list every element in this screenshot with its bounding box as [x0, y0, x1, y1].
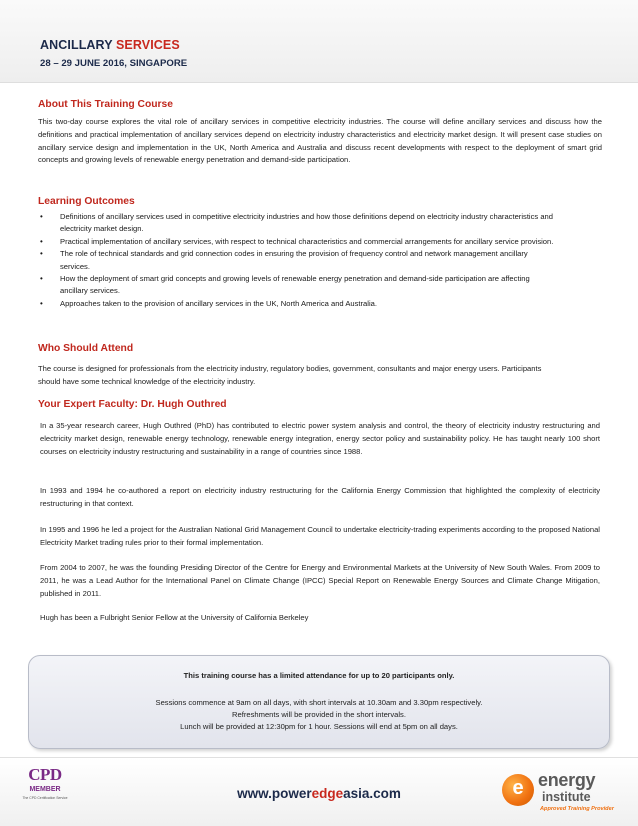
- website-accent: edge: [311, 786, 344, 801]
- bullet-icon: •: [40, 298, 43, 308]
- faculty-paragraph: In 1993 and 1994 he co-authored a report on electricity industry restructuring for the California Energy Commission that highlighted the complexity of electricity restructuring in that context.: [40, 486, 600, 508]
- outcome-text: Definitions of ancillary services used in competitive electricity industries and how those definitions depend on electricity industry characteristics and electricity market design.: [60, 212, 553, 234]
- energy-globe-icon: [502, 774, 534, 806]
- list-item: [38, 248, 558, 273]
- approved-provider-tagline: Approved Training Provider: [540, 806, 614, 812]
- list-item: [38, 298, 558, 310]
- session-times: Sessions commence at 9am on all days, with short intervals at 10.30am and 3.30pm respectively.: [155, 698, 483, 707]
- outcome-text: The role of technical standards and grid connection codes in ensuring the provision of frequency control and network management ancillary services.: [60, 249, 528, 271]
- document-subtitle: 28 – 29 JUNE 2016, SINGAPORE: [40, 58, 188, 69]
- attendance-headline: This training course has a limited attendance for up to 20 participants only.: [183, 671, 455, 680]
- outcome-text: Approaches taken to the provision of ancillary services in the UK, North America and Australia.: [60, 298, 377, 308]
- cpd-logo-text: CPD: [28, 765, 62, 784]
- faculty-paragraph: In a 35-year research career, Hugh Outhred (PhD) has contributed to electric power system analysis and control, the theory of electricity industry restructuring and electricity market design, renewable energy technology, renewable energy integration, energy sector policy and sustainability policy. He has taught nearly 100 short courses on electricity industry restructuring and sustainability in a range of countries since 1988.: [40, 421, 600, 456]
- energy-mark-letter: e: [512, 777, 524, 799]
- faculty-paragraph: Hugh has been a Fulbright Senior Fellow at the University of California Berkeley: [40, 613, 309, 622]
- cpd-logo-member: MEMBER: [29, 786, 61, 793]
- website-prefix: www.power: [237, 786, 312, 801]
- list-item: [38, 273, 558, 298]
- bullet-icon: •: [40, 212, 43, 221]
- cpd-logo-fine: The CPD Certification Service: [22, 796, 68, 800]
- energy-logo-word: energy: [538, 770, 596, 790]
- list-item: [38, 236, 558, 248]
- title-main: ANCILLARY: [40, 38, 116, 52]
- lunch-note: Lunch will be provided at 12:30pm for 1 hour. Sessions will end at 5pm on all days.: [180, 722, 458, 731]
- faculty-heading: Your Expert Faculty: Dr. Hugh Outhred: [38, 399, 227, 410]
- bullet-icon: •: [40, 274, 43, 284]
- document-title: [40, 38, 180, 52]
- outcome-text: How the deployment of smart grid concepts and growing levels of renewable energy penetration and demand-side participation are affecting ancillary services.: [60, 274, 530, 296]
- outcomes-list: [38, 211, 558, 310]
- faculty-paragraph: In 1995 and 1996 he led a project for the Australian National Grid Management Council to undertake electricity-trading experiments according to the proposed National Electricity Market trading rules prior to their formal implementation.: [40, 525, 600, 547]
- outcomes-heading: Learning Outcomes: [38, 196, 135, 207]
- attendance-info-box: [28, 655, 610, 749]
- outcome-text: Practical implementation of ancillary services, with respect to technical characteristics and commercial arrangements for ancillary service provision.: [60, 236, 554, 246]
- refreshments-note: Refreshments will be provided in the short intervals.: [232, 710, 406, 719]
- about-text: This two-day course explores the vital role of ancillary services in competitive electricity industries. The course will define ancillary services and discuss how the definitions and practical implementation of ancillary services depend on electricity industry characteristics and electricity market design. It will present case studies on ancillary service design and implementation in the UK, North America and Australia and discuss recent developments with respect to the deployment of smart grid concepts and growing levels of renewable energy penetration and demand-side participation.: [38, 117, 602, 165]
- faculty-paragraph: From 2004 to 2007, he was the founding Presiding Director of the Centre for Energy and Environmental Markets at the University of New South Wales. From 2009 to 2011, he was a Lead Author for the International Panel on Climate Change (IPCC) Special Report on Renewable Energy Sources and Climate Change Mitigation, published in 2011.: [40, 563, 600, 598]
- about-heading: About This Training Course: [38, 99, 174, 110]
- institute-logo-word: institute: [542, 790, 591, 804]
- energy-institute-logo: [500, 768, 624, 818]
- website-suffix: asia.com: [343, 786, 401, 801]
- who-heading: Who Should Attend: [38, 343, 134, 354]
- bullet-icon: •: [40, 236, 43, 246]
- who-text: The course is designed for professionals from the electricity industry, regulatory bodies, government, consultants and major energy users. Participants should have some technical knowledge of the electricity industry.: [38, 364, 542, 386]
- header-band: [0, 0, 638, 83]
- list-item: [38, 211, 558, 236]
- title-accent: SERVICES: [116, 38, 180, 52]
- bullet-icon: •: [40, 249, 43, 259]
